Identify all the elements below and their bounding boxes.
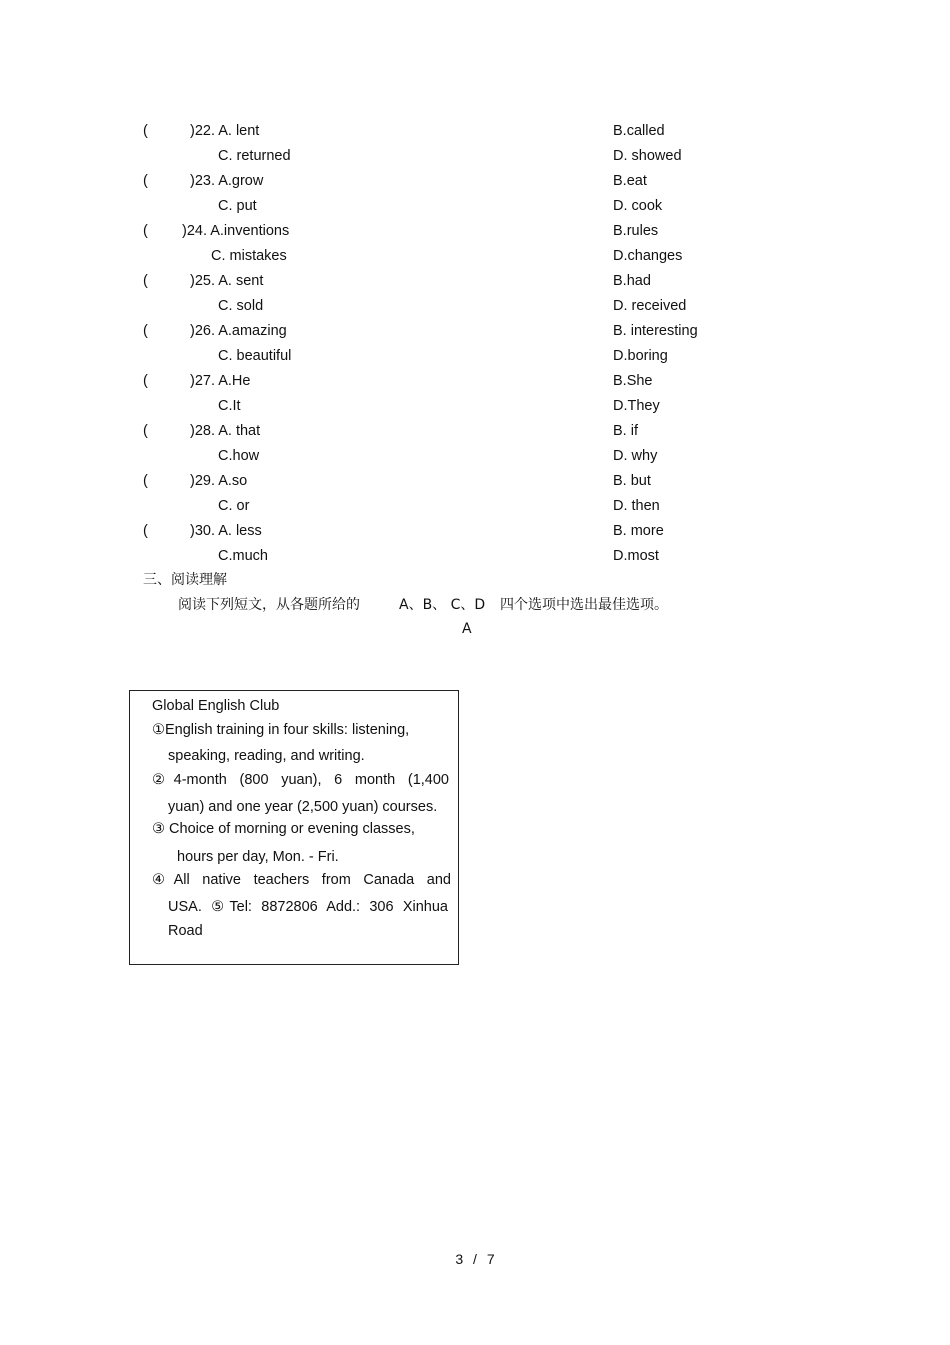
page-number — [0, 1251, 950, 1267]
option-b: B. but — [613, 473, 651, 489]
option-d: D. received — [613, 298, 687, 314]
question-number-option-a: )27. A.He — [190, 373, 251, 389]
option-c: C. or — [218, 498, 250, 514]
ad-box — [129, 690, 459, 965]
option-b: B.had — [613, 273, 651, 289]
option-c: C.It — [218, 398, 241, 414]
option-c: C. mistakes — [211, 248, 287, 264]
option-b: B.rules — [613, 223, 659, 239]
option-c: C. put — [218, 198, 257, 214]
question-29 — [0, 472, 950, 522]
option-b: B. if — [613, 423, 638, 439]
question-22 — [0, 122, 950, 172]
page-separator: / — [473, 1251, 477, 1267]
question-28 — [0, 422, 950, 472]
option-c: C. sold — [218, 298, 264, 314]
ad-item-1-line-2: speaking, reading, and writing. — [168, 748, 365, 764]
option-b: B.called — [613, 123, 665, 139]
question-number-option-a: )29. A.so — [190, 473, 248, 489]
option-c: C. returned — [218, 148, 291, 164]
answer-paren: ( — [143, 373, 148, 389]
option-d: D. then — [613, 498, 660, 514]
ad-item-1-line-1: ①English training in four skills: listening, — [152, 722, 410, 738]
option-c: C.how — [218, 448, 260, 464]
question-27 — [0, 372, 950, 422]
section-heading: 三、阅读理解 — [143, 572, 227, 588]
question-24 — [0, 222, 950, 272]
instruction-text-2: 四个选项中选出最佳选项。 — [500, 597, 668, 613]
option-d: D.changes — [613, 248, 683, 264]
passage-label: A — [462, 621, 472, 637]
option-b: B. more — [613, 523, 664, 539]
question-25 — [0, 272, 950, 322]
ad-item-4-line-3: Road — [168, 923, 203, 939]
option-b: B.She — [613, 373, 653, 389]
option-d: D. cook — [613, 198, 663, 214]
answer-paren: ( — [143, 273, 148, 289]
ad-title: Global English Club — [152, 698, 280, 714]
answer-paren: ( — [143, 473, 148, 489]
answer-paren: ( — [143, 323, 148, 339]
question-number-option-a: )26. A.amazing — [190, 323, 287, 339]
question-number-option-a: )28. A. that — [190, 423, 261, 439]
question-number-option-a: )25. A. sent — [190, 273, 264, 289]
instruction-options: A、B、 C、D — [399, 597, 486, 613]
option-b: B. interesting — [613, 323, 698, 339]
option-d: D. showed — [613, 148, 682, 164]
ad-item-3-line-1: ③ Choice of morning or evening classes, — [152, 821, 415, 837]
instruction-text-1: 阅读下列短文，从各题所给的 — [178, 597, 360, 613]
ad-item-2-line-2: yuan) and one year (2,500 yuan) courses. — [168, 799, 438, 815]
ad-item-4-line-1: ④All native teachers from Canada and — [152, 872, 451, 888]
current-page: 3 — [455, 1251, 464, 1267]
option-c: C. beautiful — [218, 348, 292, 364]
question-number-option-a: )24. A.inventions — [182, 223, 290, 239]
ad-item-4-line-2: USA. ⑤Tel: 8872806 Add.: 306 Xinhua — [168, 899, 448, 915]
option-d: D. why — [613, 448, 658, 464]
total-pages: 7 — [486, 1251, 495, 1267]
question-26 — [0, 322, 950, 372]
option-d: D.They — [613, 398, 660, 414]
question-number-option-a: )30. A. less — [190, 523, 262, 539]
question-30 — [0, 522, 950, 572]
answer-paren: ( — [143, 223, 148, 239]
question-23 — [0, 172, 950, 222]
question-number-option-a: )23. A.grow — [190, 173, 264, 189]
option-d: D.boring — [613, 348, 668, 364]
ad-item-3-line-2: hours per day, Mon. - Fri. — [177, 849, 339, 865]
answer-paren: ( — [143, 523, 148, 539]
option-c: C.much — [218, 548, 268, 564]
answer-paren: ( — [143, 123, 148, 139]
option-b: B.eat — [613, 173, 647, 189]
question-number-option-a: )22. A. lent — [190, 123, 260, 139]
answer-paren: ( — [143, 423, 148, 439]
option-d: D.most — [613, 548, 659, 564]
ad-item-2-line-1: ②4-month (800 yuan), 6 month (1,400 — [152, 772, 449, 788]
answer-paren: ( — [143, 173, 148, 189]
